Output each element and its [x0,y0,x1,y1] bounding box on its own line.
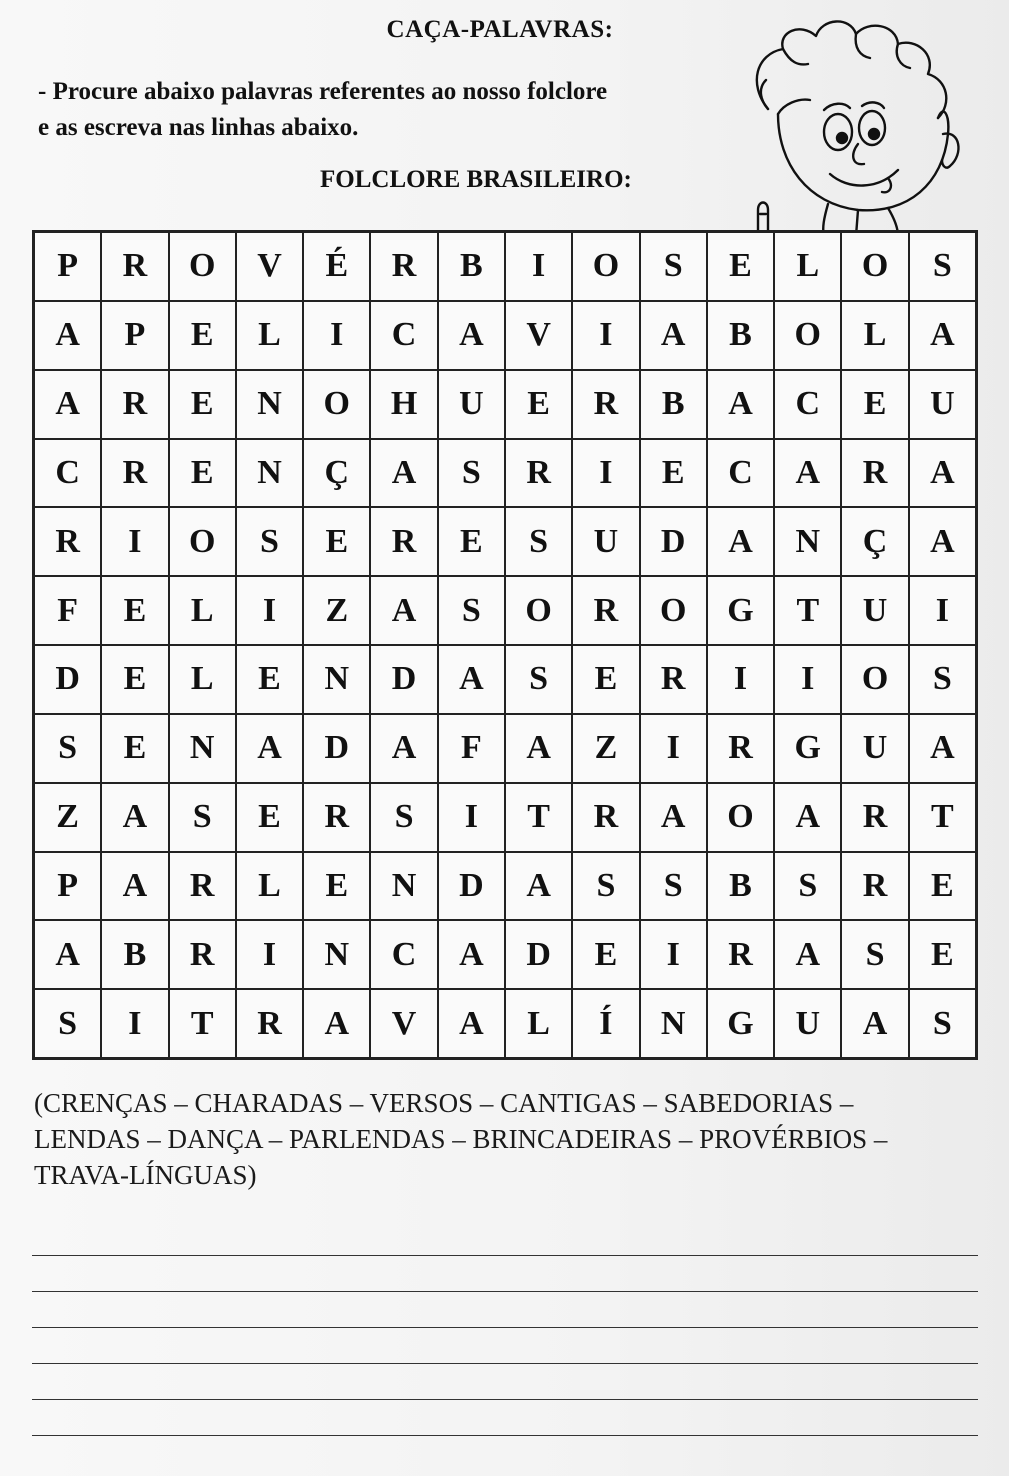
grid-cell: G [707,989,774,1058]
grid-cell: C [707,439,774,508]
grid-cell: N [303,920,370,989]
grid-cell: S [34,989,101,1058]
grid-cell: R [101,370,168,439]
grid-cell: A [774,439,841,508]
grid-cell: A [34,920,101,989]
grid-cell: A [909,301,976,370]
grid-cell: A [303,989,370,1058]
grid-cell: A [774,920,841,989]
grid-cell: R [841,852,908,921]
grid-cell: E [707,232,774,301]
answer-line[interactable] [32,1363,978,1364]
grid-cell: T [774,576,841,645]
grid-cell: P [34,852,101,921]
grid-cell: S [34,714,101,783]
grid-cell: E [909,852,976,921]
grid-cell: U [909,370,976,439]
grid-cell: S [236,507,303,576]
grid-cell: F [34,576,101,645]
word-search-grid [32,230,978,1060]
grid-cell: D [303,714,370,783]
grid-cell: D [438,852,505,921]
grid-cell: S [438,439,505,508]
grid-cell: A [909,439,976,508]
grid-cell: A [505,852,572,921]
grid-cell: O [169,232,236,301]
grid-cell: R [841,783,908,852]
grid-cell: N [303,645,370,714]
answer-line[interactable] [32,1399,978,1400]
grid-cell: D [640,507,707,576]
word-bank-line-1: (CRENÇAS – CHARADAS – VERSOS – CANTIGAS – SABEDORIAS – [34,1088,854,1118]
grid-cell: A [438,645,505,714]
grid-cell: O [572,232,639,301]
grid-cell: O [774,301,841,370]
grid-cell: A [101,783,168,852]
grid-cell: L [236,852,303,921]
grid-cell: H [370,370,437,439]
grid-cell: Z [303,576,370,645]
grid-cell: U [774,989,841,1058]
grid-cell: N [370,852,437,921]
instruction-line-2: e as escreva nas linhas abaixo. [38,114,359,141]
grid-cell: O [505,576,572,645]
grid-cell: T [909,783,976,852]
grid-cell: V [505,301,572,370]
grid-cell: B [101,920,168,989]
grid-cell: G [774,714,841,783]
grid-cell: A [640,783,707,852]
grid-cell: U [841,714,908,783]
grid-cell: L [169,645,236,714]
grid-cell: I [101,989,168,1058]
grid-cell: E [101,645,168,714]
grid-cell: I [101,507,168,576]
grid-cell: E [169,370,236,439]
grid-cell: A [370,714,437,783]
grid-cell: R [34,507,101,576]
grid-cell: Z [572,714,639,783]
grid-cell: A [34,301,101,370]
grid-cell: Ç [303,439,370,508]
grid-cell: L [169,576,236,645]
grid-cell: E [841,370,908,439]
grid-cell: S [774,852,841,921]
grid-cell: A [438,989,505,1058]
grid-cell: V [370,989,437,1058]
grid-cell: É [303,232,370,301]
grid-cell: E [236,783,303,852]
grid-cell: S [909,989,976,1058]
grid-cell: S [572,852,639,921]
grid-cell: N [236,370,303,439]
grid-cell: S [640,232,707,301]
answer-line[interactable] [32,1435,978,1436]
grid-cell: O [841,232,908,301]
grid-cell: A [841,989,908,1058]
grid-cell: R [572,783,639,852]
grid-cell: A [101,852,168,921]
grid-cell: U [438,370,505,439]
grid-cell: I [236,920,303,989]
grid-cell: S [169,783,236,852]
grid-cell: S [841,920,908,989]
grid-cell: A [909,507,976,576]
grid-cell: R [169,920,236,989]
grid-cell: L [505,989,572,1058]
grid-cell: E [438,507,505,576]
grid-cell: A [438,301,505,370]
grid-cell: R [370,232,437,301]
grid-cell: N [236,439,303,508]
grid-cell: U [572,507,639,576]
grid-cell: A [909,714,976,783]
grid-cell: A [370,576,437,645]
grid-cell: I [303,301,370,370]
grid-cell: R [101,232,168,301]
grid-cell: C [34,439,101,508]
grid-cell: R [841,439,908,508]
grid-cell: A [640,301,707,370]
grid-cell: I [640,714,707,783]
grid-cell: S [505,645,572,714]
grid-cell: E [101,576,168,645]
grid-cell: E [303,852,370,921]
grid-cell: A [505,714,572,783]
grid-cell: P [34,232,101,301]
grid-cell: E [909,920,976,989]
grid-cell: E [572,645,639,714]
word-bank-line-2: LENDAS – DANÇA – PARLENDAS – BRINCADEIRAS – PROVÉRBIOS – [34,1124,888,1154]
grid-cell: B [640,370,707,439]
grid-cell: S [438,576,505,645]
grid-cell: P [101,301,168,370]
grid-cell: E [169,439,236,508]
grid-cell: E [236,645,303,714]
grid-cell: I [707,645,774,714]
grid-cell: R [572,576,639,645]
grid-cell: D [370,645,437,714]
grid-cell: L [841,301,908,370]
grid-cell: T [169,989,236,1058]
word-bank [34,1085,994,1193]
grid-cell: N [774,507,841,576]
grid-cell: D [505,920,572,989]
grid-cell: E [101,714,168,783]
grid-cell: U [841,576,908,645]
grid-cell: A [707,507,774,576]
grid-cell: O [707,783,774,852]
grid-cell: A [774,783,841,852]
grid-cell: E [169,301,236,370]
grid-cell: Z [34,783,101,852]
grid-cell: O [640,576,707,645]
grid-cell: I [236,576,303,645]
grid-cell: C [370,920,437,989]
grid-cell: R [707,714,774,783]
grid-cell: R [370,507,437,576]
grid-cell: I [909,576,976,645]
grid-cell: S [909,645,976,714]
grid-cell: I [572,301,639,370]
grid-cell: Ç [841,507,908,576]
instruction-line-1: - Procure abaixo palavras referentes ao nosso folclore [38,78,608,105]
grid-cell: O [169,507,236,576]
grid-cell: B [438,232,505,301]
grid-cell: R [707,920,774,989]
grid-cell: B [707,301,774,370]
grid-cell: Í [572,989,639,1058]
grid-cell: R [505,439,572,508]
grid-cell: C [370,301,437,370]
grid-cell: R [101,439,168,508]
grid-cell: O [303,370,370,439]
grid-cell: A [370,439,437,508]
instructions [38,74,738,146]
grid-cell: R [236,989,303,1058]
grid-cell: I [640,920,707,989]
grid-cell: E [572,920,639,989]
grid-cell: T [505,783,572,852]
grid-cell: N [640,989,707,1058]
grid-cell: R [572,370,639,439]
grid-cell: N [169,714,236,783]
answer-line[interactable] [32,1327,978,1328]
boy-mascot-illustration [738,14,970,236]
grid-cell: A [34,370,101,439]
grid-cell: V [236,232,303,301]
grid-cell: R [169,852,236,921]
grid-cell: A [438,920,505,989]
grid-cell: A [236,714,303,783]
grid-cell: I [438,783,505,852]
grid-cell: I [572,439,639,508]
grid-cell: S [909,232,976,301]
grid-cell: G [707,576,774,645]
grid-cell: L [774,232,841,301]
grid-cell: E [505,370,572,439]
word-bank-line-3: TRAVA-LÍNGUAS) [34,1160,257,1190]
grid-cell: I [505,232,572,301]
grid-cell: A [707,370,774,439]
answer-line[interactable] [32,1291,978,1292]
grid-cell: L [236,301,303,370]
grid-cell: O [841,645,908,714]
grid-cell: F [438,714,505,783]
grid-cell: I [774,645,841,714]
grid-cell: E [640,439,707,508]
grid-cell: S [370,783,437,852]
grid-cell: D [34,645,101,714]
answer-line[interactable] [32,1255,978,1256]
grid-cell: S [505,507,572,576]
grid-cell: C [774,370,841,439]
section-subtitle: FOLCLORE BRASILEIRO: [320,166,632,193]
grid-cell: E [303,507,370,576]
grid-cell: B [707,852,774,921]
grid-cell: R [303,783,370,852]
grid-cell: S [640,852,707,921]
grid-cell: R [640,645,707,714]
page-title: CAÇA-PALAVRAS: [386,16,614,43]
